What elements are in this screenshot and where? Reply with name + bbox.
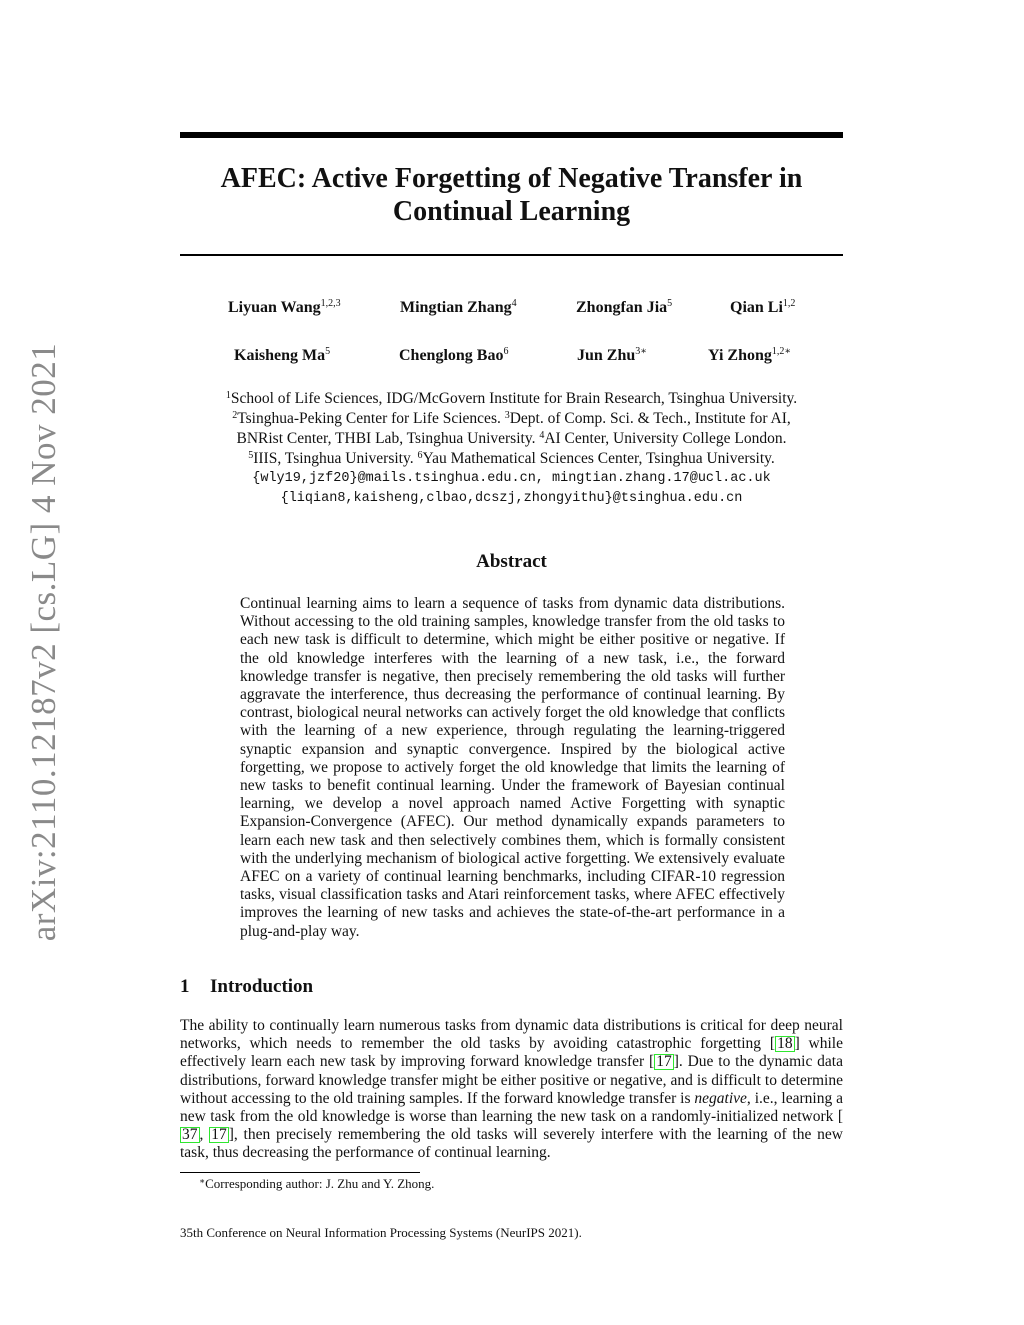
affiliation-text: Yau Mathematical Sciences Center, Tsinghua University. (422, 450, 775, 467)
arxiv-identifier: arXiv:2110.12187v2 [cs.LG] 4 Nov 2021 (24, 342, 63, 942)
affiliation-line (180, 449, 843, 469)
author (708, 347, 791, 365)
author-affil-mark: 1,2 (782, 298, 796, 309)
author-affil-mark: 5 (667, 298, 673, 309)
paper-title: AFEC: Active Forgetting of Negative Transfer in Continual Learning (220, 163, 803, 227)
author-name: Liyuan Wang (228, 299, 321, 316)
affiliation-text: School of Life Sciences, IDG/McGovern Institute for Brain Research, Tsinghua University. (230, 390, 798, 407)
affil-mark: 1 (225, 390, 231, 401)
author-affil-mark: 3∗ (635, 346, 648, 357)
author-name: Yi Zhong (708, 347, 772, 364)
section-number: 1 (180, 976, 190, 997)
author-affil-mark: 4 (511, 298, 517, 309)
text-run: while effectively learn each new task by improving forward knowledge transfer (180, 1035, 843, 1071)
author-name: Chenglong Bao (399, 347, 504, 364)
footnote-text: Corresponding author: J. Zhu and Y. Zhong. (205, 1176, 435, 1191)
author-affil-mark: 1,2,3 (320, 298, 341, 309)
author (576, 299, 672, 317)
affiliation-text: IIIS, Tsinghua University. (253, 450, 418, 467)
emphasis-text: negative (694, 1089, 747, 1107)
text-run: , then precisely remembering the old tasks will severely interfere with the learning of the new task, thus decreasing the performance of continual learning. (180, 1126, 843, 1162)
author-emails: {liqian8,kaisheng,clbao,dcszj,zhongyithu}@tsinghua.edu.cn (280, 491, 743, 506)
abstract-text: Continual learning aims to learn a sequence of tasks from dynamic data distributions. Without accessing to the old training samples, knowledge transfer from the old tasks to each new task is difficult to determine, which might be either positive or negative. If the old knowledge interferes with the learning of a new task, i.e., the forward knowledge transfer is negative, then precisely remembering the old tasks will further aggravate the interference, thus decreasing the performance of continual learning. By contrast, biological neural networks can actively forget the old knowledge that conflicts with the learning of a new experience, through regulating the learning-triggered synaptic expansion and synaptic convergence. Inspired by the biological active forgetting, we propose to actively forget the old knowledge that limits the learning of new tasks to benefit continual learning. Under the framework of Bayesian continual learning, we develop a novel approach named Active Forgetting with synaptic Expansion-Convergence (AFEC). Our method dynamically expands parameters to learn each new task and then selectively combines them, which is formally consistent with the underlying mechanism of biological active forgetting. We extensively evaluate AFEC on a variety of continual learning benchmarks, including CIFAR-10 regression tasks, visual classification tasks and Atari reinforcement tasks, where AFEC effectively improves the learning of new tasks and achieves the state-of-the-art performance in a plug-and-play way. (240, 595, 785, 940)
affiliation-text: AI Center, University College London. (544, 430, 787, 447)
footnote-rule (180, 1172, 420, 1173)
author-affil-mark: 5 (325, 346, 331, 357)
text-run: . Due to the dynamic data distributions, forward knowledge transfer might be either positive or negative, and is difficult to determine without accessing to the old training samples. If the forward knowledge transfer is (180, 1053, 843, 1107)
author (730, 299, 795, 317)
author-name: Kaisheng Ma (234, 347, 326, 364)
affil-mark: 2 (232, 410, 238, 421)
affiliation-text: Dept. of Comp. Sci. & Tech., Institute for AI, (509, 410, 791, 427)
affil-mark: 6 (417, 450, 423, 461)
authors-row-1 (180, 299, 843, 321)
abstract-heading: Abstract (476, 551, 547, 572)
affiliation-text: BNRist Center, THBI Lab, Tsinghua University. (236, 430, 540, 447)
affiliation-line (180, 389, 843, 409)
footnote-mark: ∗ (199, 1176, 206, 1186)
citation-link[interactable]: 17 (656, 1053, 672, 1071)
citation-link[interactable]: 17 (211, 1126, 227, 1144)
affil-mark: 5 (248, 450, 254, 461)
author-affil-mark: 1,2∗ (771, 346, 792, 357)
affiliations (180, 389, 843, 509)
author-name: Jun Zhu (577, 347, 636, 364)
author-name: Mingtian Zhang (400, 299, 512, 316)
title-top-rule (180, 132, 843, 138)
author (399, 347, 508, 365)
text-run: The ability to continually learn numerous tasks from dynamic data distributions is critical for deep neural networks, which needs to remember the old tasks by avoiding catastrophic forgetting (180, 1017, 843, 1053)
section-heading-introduction (180, 976, 313, 998)
citation-link[interactable]: 18 (777, 1035, 793, 1053)
affiliation-line (180, 429, 843, 449)
authors-row-2 (180, 347, 843, 369)
author (400, 299, 517, 317)
author (228, 299, 341, 317)
author-name: Qian Li (730, 299, 783, 316)
footnote (199, 1176, 434, 1192)
text-run: , i.e., learning a new task from the old knowledge is worse than learning the new task on a randomly-initialized network (180, 1089, 843, 1126)
citation-link[interactable]: 37 (182, 1126, 198, 1144)
author (234, 347, 330, 365)
affiliation-text: Tsinghua-Peking Center for Life Sciences. (237, 410, 505, 427)
affiliation-line (180, 409, 843, 429)
introduction-paragraph: The ability to continually learn numerous tasks from dynamic data distributions is critical for deep neural networks, which needs to remember the old tasks by avoiding catastrophic forgetting [ 18 ] while effectively learn each new task by improving forward knowledge transfer [ 17 ]. Due to the dynamic data distributions, forward knowledge transfer might be either positive or negative, and is difficult to determine without accessing to the old training samples. If the forward knowledge transfer is negative, i.e., learning a new task from the old knowledge is worse than learning the new task on a randomly-initialized network [37 , 17 ], then precisely remembering the old tasks will severely interfere with the learning of the new task, thus decreasing the performance of continual learning. (180, 1017, 843, 1162)
venue-note: 35th Conference on Neural Information Processing Systems (NeurIPS 2021). (180, 1225, 582, 1240)
affil-mark: 3 (504, 410, 510, 421)
author-name: Zhongfan Jia (576, 299, 668, 316)
author (577, 347, 647, 365)
section-title: Introduction (210, 976, 314, 997)
author-affil-mark: 6 (503, 346, 509, 357)
title-bottom-rule (180, 254, 843, 256)
affil-mark: 4 (539, 430, 545, 441)
author-emails: {wly19,jzf20}@mails.tsinghua.edu.cn, mingtian.zhang.17@ucl.ac.uk (252, 471, 771, 486)
